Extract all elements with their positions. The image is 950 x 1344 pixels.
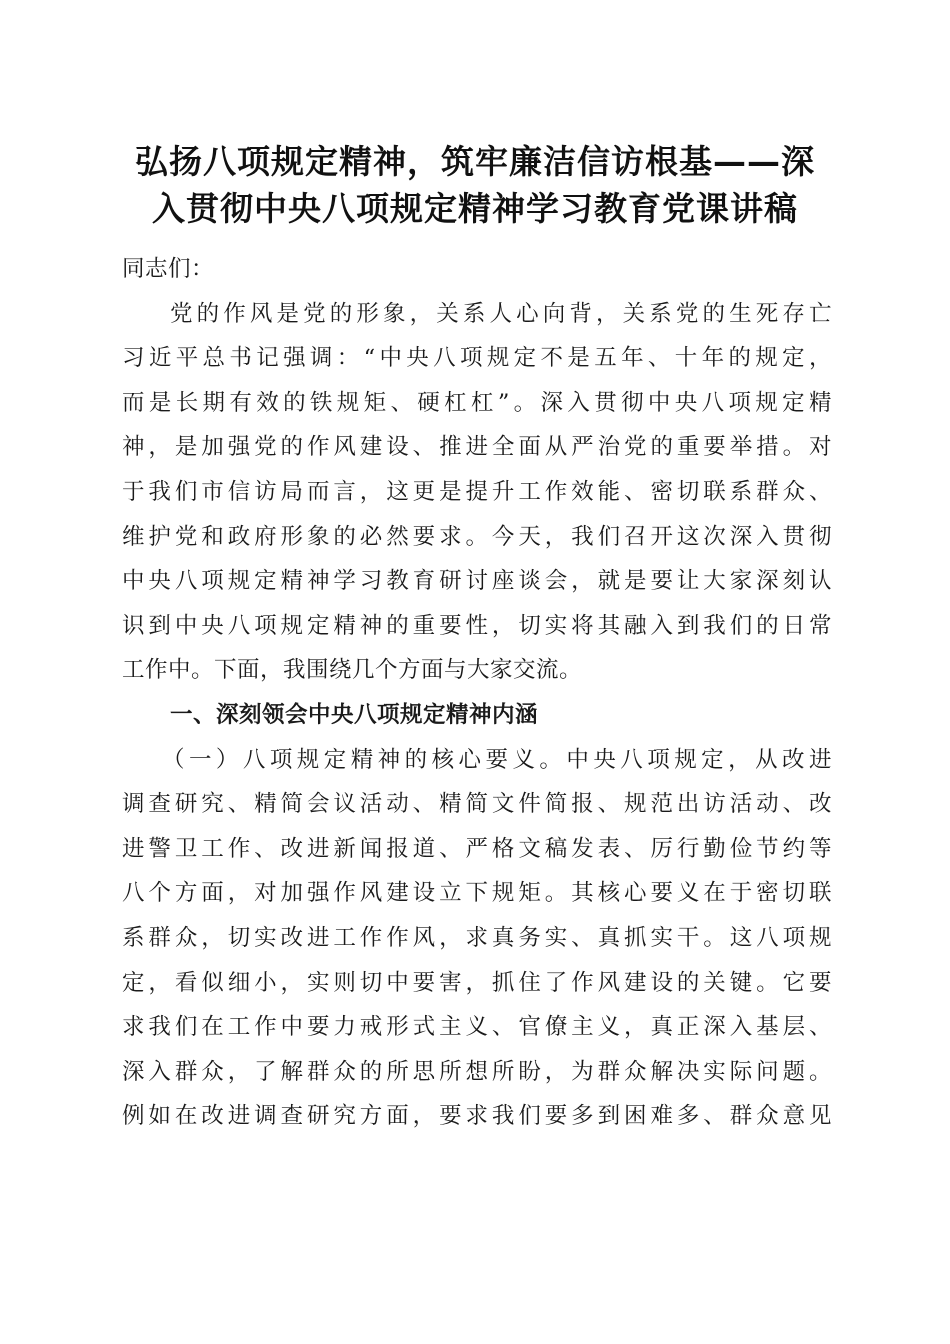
paragraph-line: 维护党和政府形象的必然要求。今天，我们召开这次深入贯彻	[122, 523, 832, 550]
section-heading: 一、深刻领会中央八项规定精神内涵	[170, 701, 539, 728]
paragraph-line: 八个方面，对加强作风建设立下规矩。其核心要义在于密切联	[122, 880, 832, 907]
paragraph-line: 于我们市信访局而言，这更是提升工作效能、密切联系群众、	[122, 478, 832, 505]
salutation: 同志们：	[122, 256, 215, 282]
paragraph-line: 工作中。下面，我围绕几个方面与大家交流。	[122, 657, 583, 684]
paragraph-line: 中央八项规定精神学习教育研讨座谈会，就是要让大家深刻认	[122, 568, 832, 595]
paragraph-line: 求我们在工作中要力戒形式主义、官僚主义，真正深入基层、	[122, 1014, 832, 1041]
document-body	[122, 247, 832, 1139]
document-title	[100, 138, 850, 232]
title-line: 弘扬八项规定精神，筑牢廉洁信访根基——深	[135, 142, 815, 181]
paragraph-line: 深入群众，了解群众的所思所想所盼，为群众解决实际问题。	[122, 1058, 832, 1085]
paragraph-line: 神，是加强党的作风建设、推进全面从严治党的重要举措。对	[122, 434, 832, 461]
paragraph-line: 系群众，切实改进工作作风，求真务实、真抓实干。这八项规	[122, 924, 832, 951]
paragraph-line: 调查研究、精简会议活动、精简文件简报、规范出访活动、改	[122, 791, 832, 818]
title-line: 入贯彻中央八项规定精神学习教育党课讲稿	[152, 189, 798, 228]
paragraph-line: 识到中央八项规定精神的重要性，切实将其融入到我们的日常	[122, 612, 832, 639]
paragraph-line: 而是长期有效的铁规矩、硬杠杠”。深入贯彻中央八项规定精	[122, 389, 832, 416]
paragraph-line: （一）八项规定精神的核心要义。中央八项规定，从改进	[162, 746, 832, 773]
paragraph-line: 例如在改进调查研究方面，要求我们要多到困难多、群众意见	[122, 1103, 832, 1130]
paragraph-line: 党的作风是党的形象，关系人心向背，关系党的生死存亡	[170, 300, 832, 327]
paragraph-line: 定，看似细小，实则切中要害，抓住了作风建设的关键。它要	[122, 969, 832, 996]
paragraph-line: 习近平总书记强调：“中央八项规定不是五年、十年的规定，	[122, 345, 832, 372]
paragraph-line: 进警卫工作、改进新闻报道、严格文稿发表、厉行勤俭节约等	[122, 835, 832, 862]
